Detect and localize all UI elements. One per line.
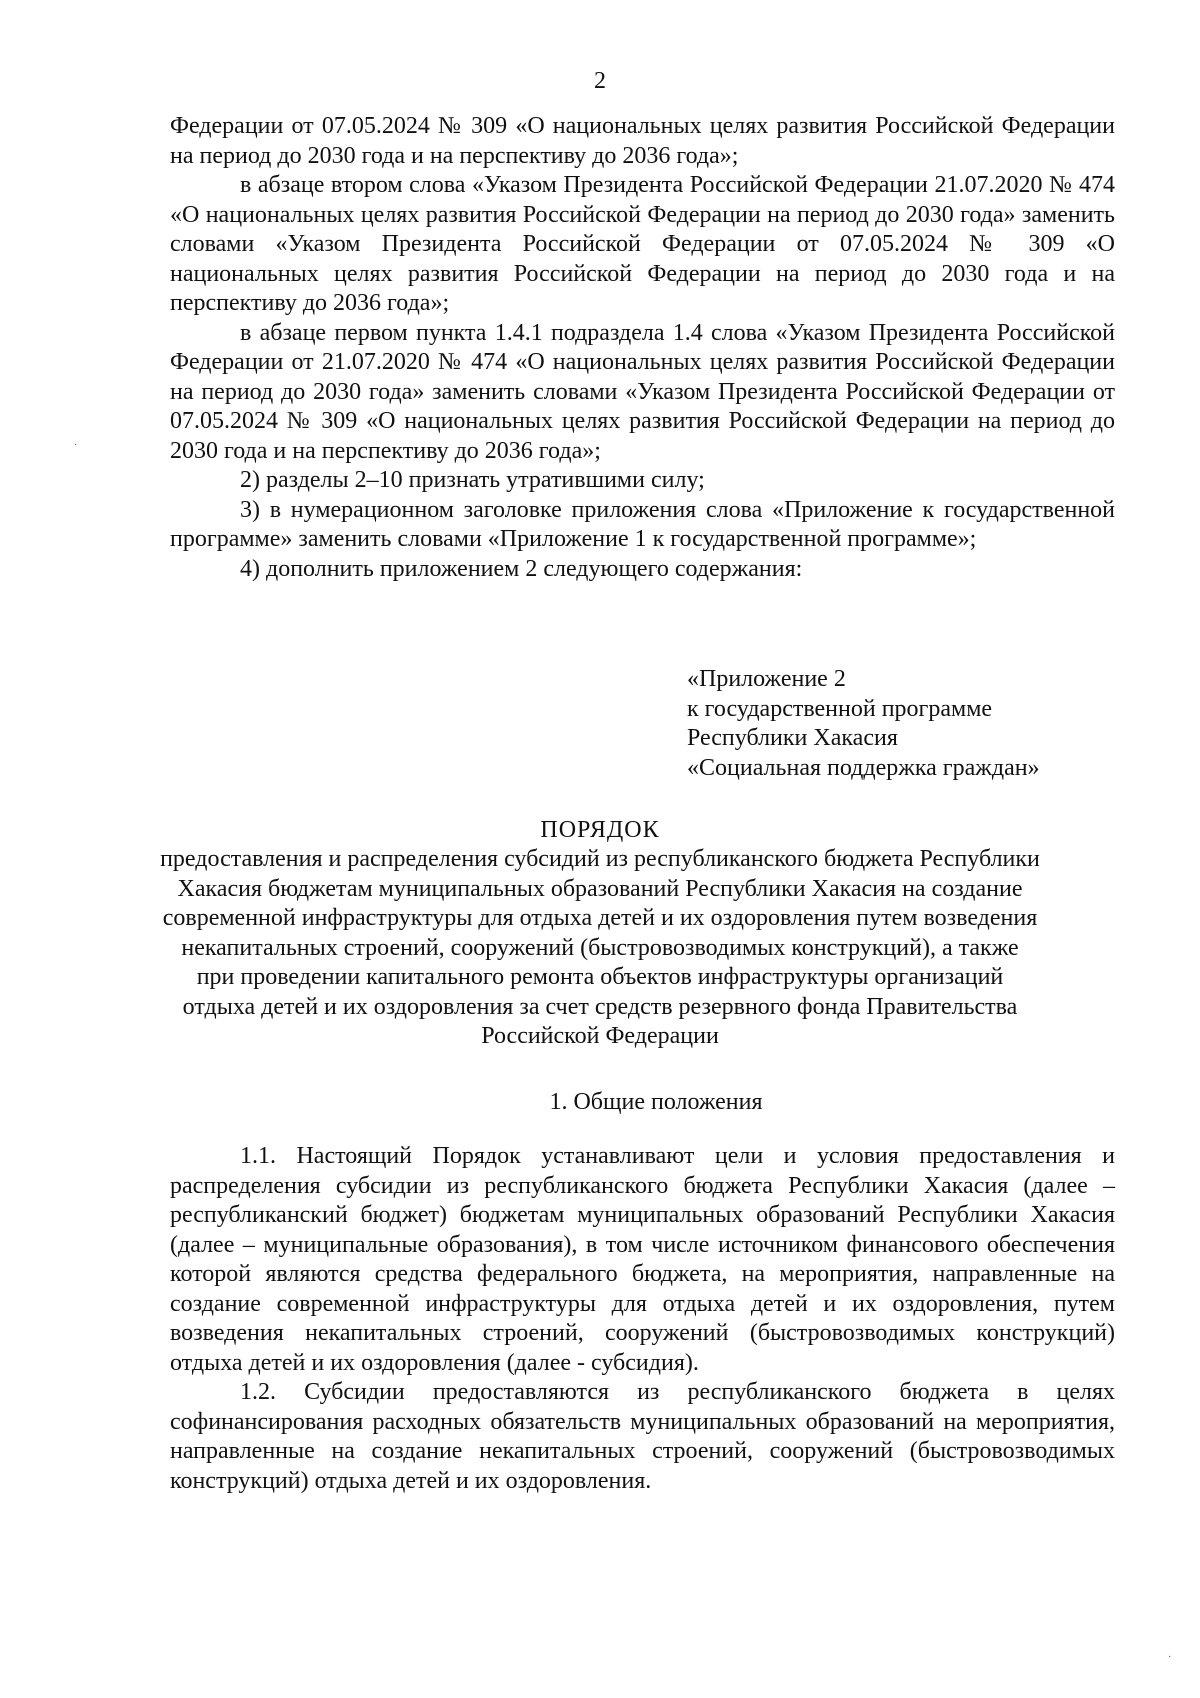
amendments-block bbox=[170, 112, 1115, 584]
appendix-reference bbox=[687, 665, 1040, 783]
amendment-paragraph: 4) дополнить приложением 2 следующего содержания: bbox=[240, 555, 803, 582]
section-heading: 1. Общие положения bbox=[549, 1089, 763, 1115]
appendix-line: «Социальная поддержка граждан» bbox=[687, 754, 1040, 781]
amendment-paragraph: 2) разделы 2–10 признать утратившими силу; bbox=[240, 467, 705, 493]
amendment-paragraph: Федерации от 07.05.2024 № 309 «О национальных целях развития Российской Федерации на период до 2030 года и на перспективу до 2036 года»; bbox=[170, 113, 1115, 169]
scan-speck: · bbox=[74, 440, 78, 451]
appendix-line: Республики Хакасия bbox=[687, 725, 898, 751]
amendment-paragraph: 3) в нумерационном заголовке приложения слова «Приложение к государственной программе» заменить словами «Приложение 1 к государственной программе»; bbox=[170, 496, 1115, 552]
body-text-block bbox=[170, 1142, 1115, 1496]
document-title: ПОРЯДОК bbox=[540, 817, 660, 843]
amendment-paragraph: в абзаце первом пункта 1.4.1 подраздела 1.4 слова «Указом Президента Российской Федерации от 21.07.2020 № 474 «О национальных целях развития Российской Федерации на период до 2030 года» заменить словами «Указом Президента Российской Федерации от 07.05.2024 № 309 «О национальных целях развития Российской Федерации на период до 2030 года и на перспективу до 2036 года»; bbox=[170, 319, 1115, 464]
document-subtitle: предоставления и распределения субсидий из республиканского бюджета Республики Хакасия бюджетам муниципальных образований Республики Хакасия на создание современной инфраструктуры для отдыха детей и их оздоровления путем возведения некапитальных строений, сооружений (быстровозводимых конструкций), а также при проведении капитального ремонта объектов инфраструктуры организаций отдыха детей и их оздоровления за счет средств резервного фонда Правительства Российской Федерации bbox=[160, 846, 1040, 1049]
amendment-paragraph: в абзаце втором слова «Указом Президента Российской Федерации 21.07.2020 № 474 «О национальных целях развития Российской Федерации на период до 2030 года» заменить словами «Указом Президента Российской Федерации от 07.05.2024 № 309 «О национальных целях развития Российской Федерации на период до 2030 года и на перспективу до 2036 года»; bbox=[170, 172, 1115, 316]
page-number: 2 bbox=[594, 68, 606, 94]
appendix-line: к государственной программе bbox=[687, 695, 993, 722]
body-paragraph: 1.1. Настоящий Порядок устанавливают цели и условия предоставления и распределения субсидии из республиканского бюджета Республики Хакасия (далее – республиканский бюджет) бюджетам муниципальных образований Республики Хакасия (далее – муниципальные образования), в том числе источником финансового обеспечения которой являются средства федерального бюджета, на мероприятия, направленные на создание современной инфраструктуры для отдыха детей и их оздоровления, путем возведения некапитальных строений, сооружений (быстровозводимых конструкций) отдыха детей и их оздоровления (далее - субсидия). bbox=[170, 1143, 1115, 1376]
scan-speck: · bbox=[1168, 1652, 1172, 1663]
body-paragraph: 1.2. Субсидии предоставляются из республиканского бюджета в целях софинансирования расходных обязательств муниципальных образований на мероприятия, направленные на создание некапитальных строений, сооружений (быстровозводимых конструкций) отдыха детей и их оздоровления. bbox=[170, 1379, 1115, 1494]
appendix-line: «Приложение 2 bbox=[687, 666, 846, 692]
